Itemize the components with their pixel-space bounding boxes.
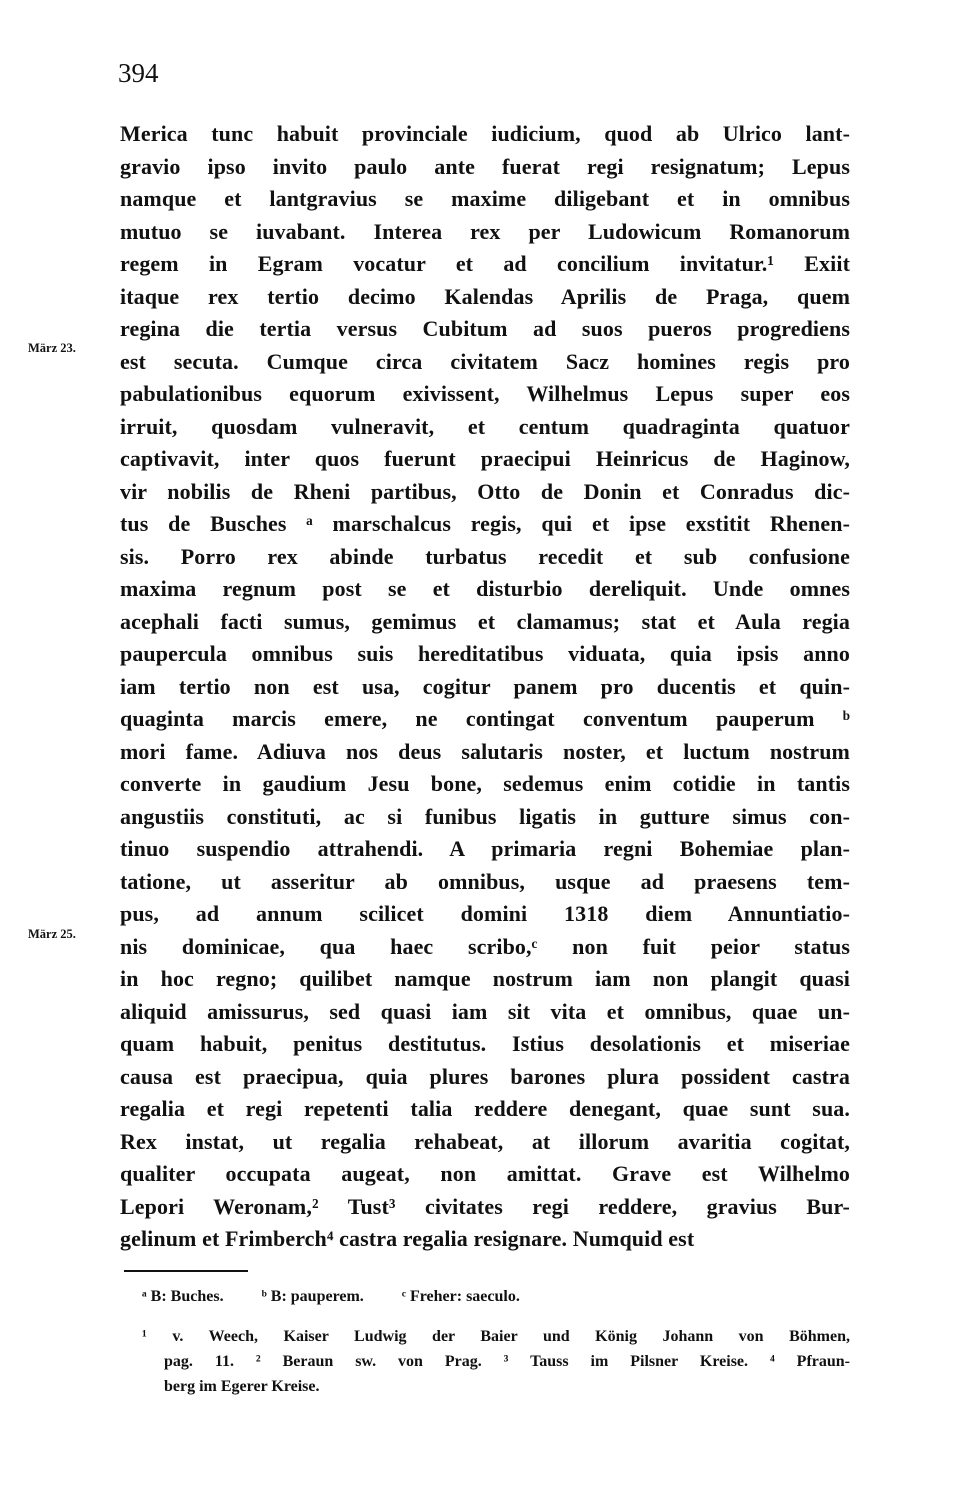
page-number: 394 (118, 58, 159, 88)
variant-note: ᵃ B: Buches. (142, 1288, 224, 1305)
text-line: pus, ad annum scilicet domini 1318 diem Annuntiatio- (120, 901, 850, 926)
text-line: tinuo suspendio attrahendi. A primaria regni Bohemiae plan- (120, 836, 850, 861)
footnote-variants (142, 1288, 554, 1306)
text-line: quaginta marcis emere, ne contingat conventum pauperum ᵇ (120, 706, 850, 731)
text-line: maxima regnum post se et disturbio dereliquit. Unde omnes (120, 576, 850, 601)
text-line: regem in Egram vocatur et ad concilium invitatur.¹ Exiit (120, 251, 850, 276)
text-line: gelinum et Frimberch⁴ castra regalia resignare. Numquid est (120, 1226, 695, 1251)
text-line: acephali facti sumus, gemimus et clamamus; stat et Aula regia (120, 608, 850, 634)
text-line: regalia et regi repetenti talia reddere denegant, quae sunt sua. (120, 1096, 850, 1121)
footnote-divider (124, 1270, 248, 1272)
text-line: gravio ipso invito paulo ante fuerat regi resignatum; Lepus (120, 153, 850, 179)
text-line: qualiter occupata augeat, non amittat. Grave est Wilhelmo (120, 1161, 850, 1186)
footnote-line: berg im Egerer Kreise. (164, 1378, 320, 1395)
text-line: paupercula omnibus suis hereditatibus viduata, quia ipsis anno (120, 641, 850, 666)
footnotes (142, 1324, 850, 1399)
text-line: quam habuit, penitus destitutus. Istius desolationis et miseriae (120, 1031, 850, 1056)
footnote-line: pag. 11. ² Beraun sw. von Prag. ³ Tauss im Pilsner Kreise. ⁴ Pfraun- (164, 1353, 850, 1370)
main-text-block (120, 118, 850, 1256)
text-line: vir nobilis de Rheni partibus, Otto de Donin et Conradus dic- (120, 478, 850, 504)
text-line: causa est praecipua, quia plures barones plura possident castra (120, 1063, 850, 1089)
margin-date-note: März 25. (28, 927, 76, 941)
text-line: in hoc regno; quilibet namque nostrum iam non plangit quasi (120, 966, 850, 991)
text-line: itaque rex tertio decimo Kalendas Aprilis de Praga, quem (120, 283, 850, 309)
text-line: sis. Porro rex abinde turbatus recedit et sub confusione (120, 543, 850, 569)
text-line: converte in gaudium Jesu bone, sedemus enim cotidie in tantis (120, 771, 850, 796)
text-line: tus de Busches ᵃ marschalcus regis, qui et ipse exstitit Rhenen- (120, 511, 850, 536)
text-line: captivavit, inter quos fuerunt praecipui Heinricus de Haginow, (120, 446, 850, 471)
variant-note: ᵇ B: pauperem. (261, 1288, 364, 1305)
text-line: namque et lantgravius se maxime diligebant et in omnibus (120, 186, 850, 211)
text-line: tatione, ut asseritur ab omnibus, usque ad praesens tem- (120, 868, 850, 894)
text-line: mori fame. Adiuva nos deus salutaris noster, et luctum nostrum (120, 738, 850, 764)
text-line: nis dominicae, qua haec scribo,ᶜ non fuit peior status (120, 933, 850, 959)
text-line: mutuo se iuvabant. Interea rex per Ludowicum Romanorum (120, 218, 850, 244)
text-line: Rex instat, ut regalia rehabeat, at illorum avaritia cogitat, (120, 1128, 850, 1154)
text-line: iam tertio non est usa, cogitur panem pro ducentis et quin- (120, 673, 850, 699)
text-line: pabulationibus equorum exivissent, Wilhelmus Lepus super eos (120, 381, 850, 406)
text-line: aliquid amissurus, sed quasi iam sit vita et omnibus, quae un- (120, 998, 850, 1024)
text-line: est secuta. Cumque circa civitatem Sacz homines regis pro (120, 348, 850, 374)
variant-note: ᶜ Freher: saeculo. (401, 1288, 520, 1305)
text-line: Merica tunc habuit provinciale iudicium, quod ab Ulrico lant- (120, 121, 850, 146)
margin-date-note: März 23. (28, 341, 76, 355)
footnote-line: ¹ v. Weech, Kaiser Ludwig der Baier und König Johann von Böhmen, (142, 1328, 850, 1345)
text-line: irruit, quosdam vulneravit, et centum quadraginta quatuor (120, 413, 850, 439)
text-line: angustiis constituti, ac si funibus ligatis in gutture simus con- (120, 803, 850, 829)
text-line: Lepori Weronam,² Tust³ civitates regi reddere, gravius Bur- (120, 1193, 850, 1219)
text-line: regina die tertia versus Cubitum ad suos pueros progrediens (120, 316, 850, 341)
